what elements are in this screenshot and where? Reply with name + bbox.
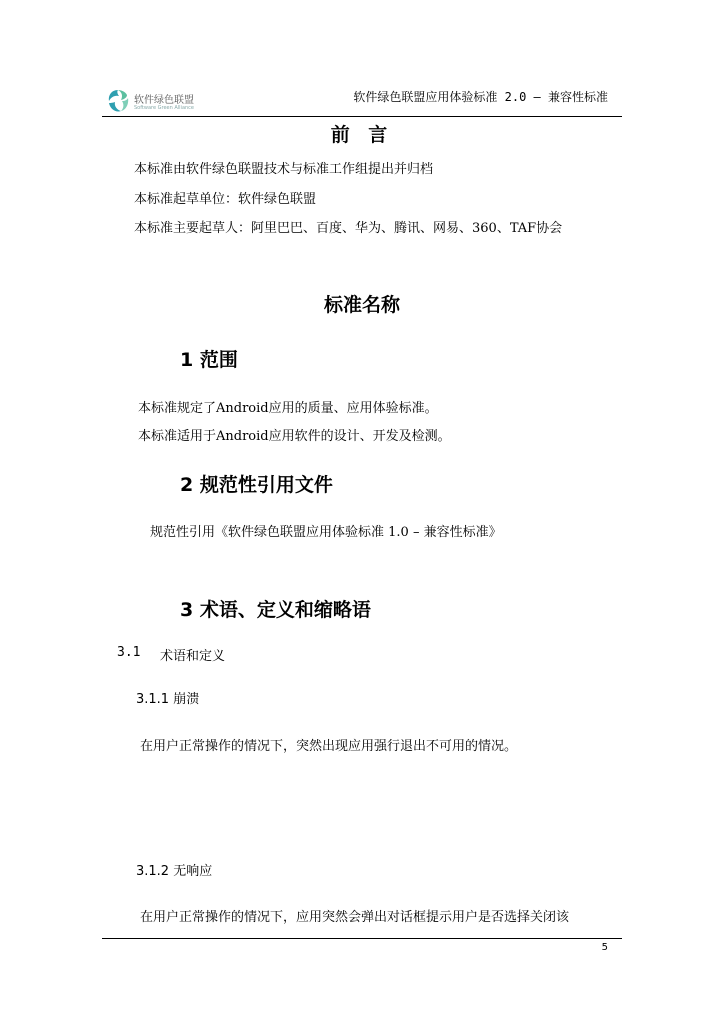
term-crash-definition: 在用户正常操作的情况下，突然出现应用强行退出不可用的情况。 (140, 739, 518, 754)
term-crash-heading: 3.1.1 崩溃 (136, 692, 200, 707)
subsection-number: 3.1 (117, 645, 141, 660)
section-2-heading: 2 规范性引用文件 (180, 474, 333, 496)
header-title: 软件绿色联盟应用体验标准 2.0 – 兼容性标准 (353, 90, 608, 104)
section-2-line: 规范性引用《软件绿色联盟应用体验标准 1.0 – 兼容性标准》 (150, 525, 502, 540)
alliance-logo (106, 88, 226, 118)
page-number: 5 (601, 942, 608, 953)
alliance-logo-icon (106, 88, 130, 114)
term-anr-definition: 在用户正常操作的情况下，应用突然会弹出对话框提示用户是否选择关闭该 (140, 910, 570, 925)
header-divider (102, 116, 622, 117)
section-3-heading: 3 术语、定义和缩略语 (180, 599, 371, 621)
section-1-line: 本标准适用于Android应用软件的设计、开发及检测。 (138, 429, 451, 444)
logo-chinese-name: 软件绿色联盟 (134, 95, 194, 106)
standard-name: 标准名称 (323, 294, 400, 316)
foreword-line: 本标准由软件绿色联盟技术与标准工作组提出并归档 (134, 162, 434, 177)
logo-english-name: Software Green Alliance (134, 105, 195, 111)
term-anr-heading: 3.1.2 无响应 (136, 864, 213, 879)
foreword-line: 本标准起草单位：软件绿色联盟 (134, 192, 317, 207)
subsection-title: 术语和定义 (160, 649, 226, 664)
foreword-line: 本标准主要起草人：阿里巴巴、百度、华为、腾讯、网易、360、TAF协会 (134, 221, 563, 236)
section-1-heading: 1 范围 (180, 349, 238, 371)
foreword-title: 前 言 (330, 124, 394, 146)
footer-divider (102, 938, 622, 939)
section-1-line: 本标准规定了Android应用的质量、应用体验标准。 (138, 401, 438, 416)
